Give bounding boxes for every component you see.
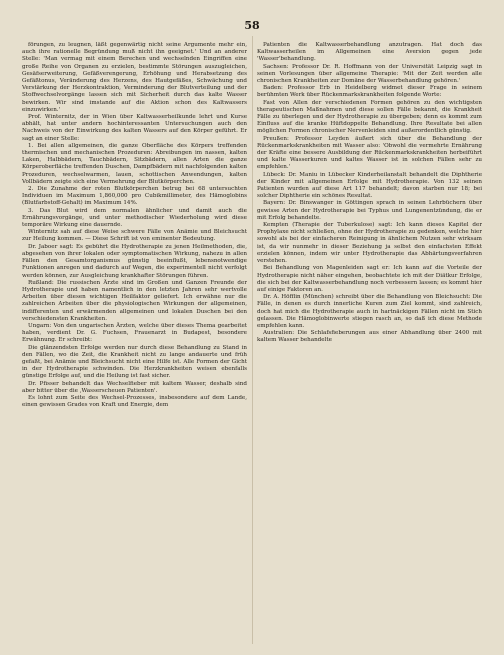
paragraph: Dr. Pfisser behandelt das Wechselfieber mit kaltem Wasser, deshalb sind aber bitter über die ‚Wasserscheuen Patienten'. <box>22 380 247 394</box>
paragraph: Lübeck: Dr. Maniu in Lübecker Kinderheilanstalt behandelt die Diphtherie der Kinder mit allgemeinen Erfolge mit Hydrotherapie. Von 132 seinen Patienten wurden auf diese Art 117 behandelt; davon starben nur 18; bei solcher Diphtherie ein schönes Resultat. <box>257 171 482 200</box>
right-column <box>257 42 482 409</box>
paragraph: Bayern: Dr. Binswanger in Göttingen sprach in seinen Lehrbüchern über gewisse Arten der Hydrotherapie bei Typhus und Lungenentzündung, die er mit Erfolg behandelte. <box>257 200 482 221</box>
paragraph: Sachsen: Professor Dr. R. Hoffmann von der Universität Leipzig sagt in seinen Vorlesungen über allgemeine Therapie: 'Mit der Zeit werden alle chronischen Krankheiten zur Domäne der Wasserbehandlung gehören.' <box>257 63 482 85</box>
paragraph: Fast von Allen der verschiedenen Formen gehören zu den wichtigsten therapeutischen Maßnahmen und diese sollen Fälle bekannt, die Krankheit Fälle zu überlegen und der Hydrotherapie zu übergeben; denn es kommt zum Einfluss auf die kranke Hüftdoppelte Behandlung. Ihre Resultate bei allen möglichen Formen chronischer Nervenleiden sind außerordentlich günstig. <box>257 99 482 135</box>
paragraph: Baden: Professor Erb in Heidelberg widmet dieser Frage in seinem berühmten Werk über Rückenmarkskrankheiten folgende Worte: <box>257 85 482 99</box>
paragraph: 2. Die Zunahme der roten Blutkörperchen betrug bei 68 untersuchten Individuen im Maximum 1,860,000 pro Cubikmillimeter, des Hämoglobins (Blutfarbstoff-Gehalt) im Maximum 14%. <box>22 186 247 207</box>
paragraph: 3. Das Blut wird dem normalen ähnlicher und damit auch die Ernährungsvorgänge, und unter methodischer Wiederholung wird diese temporäre Wirkung eine dauernde. <box>22 207 247 229</box>
paragraph: Winternitz sah auf diese Weise schwere Fälle von Anämie und Bleichsucht zur Heilung kommen. — Diese Schrift ist von eminenter Bedeutung. <box>22 229 247 243</box>
paragraph: Dr. A. Höfflin (München) schreibt über die Behandlung von Bleichsucht: Die Fälle, in denen es durch innerliche Kuren zum Ziel kommt, sind zahlreich, doch hat mich die Hydrotherapie auch in hartnäckigen Fällen nicht im Stich gelassen. Die Hämoglobinwerte stiegen rasch an, so daß ich diese Methode empfehlen kann. <box>257 294 482 329</box>
paragraph: Dr. Jaboer sagt: Es gebührt die Hydrotherapie zu jenen Heilmethoden, die, abgesehen von ihrer lokalen oder symptomatischen Wirkung, nahezu in allen Fällen den Gesamtorganismus günstig beeinflußt, lebensnotwendige Funktionen anregen und dadurch auf Wegen, die experimentell nicht verfolgt werden können, zur Ausgleichung krankhafter Störungen führen. <box>22 243 247 279</box>
paragraph: Es lohnt zum Seite des Wechsel-Prozesses, insbesondere auf dem Lande, einen gewissen Grades von Kraft und Energie, dem <box>22 394 247 409</box>
page-number: 58 <box>244 19 260 32</box>
paragraph: förungen, zu leugnen, läßt gegenwärtig nicht seine Argumente mehr ein, auch ihre rationelle Begründung muß nicht ihn geeignet.' Und an anderer Stelle: 'Man vermag mit einem Berechen und wechselnden Eingriffen eine große Reihe von Organen zu erzielen, bestimmte Störungen auszugleichen, Gesäfserweiterung, Gefäßverengerung, Erhöhung und Herabsetzung des Gefäßtonus, Veränderung des Herzens, des Hautgefäßes, Schwächung und Verstärkung der Herzkontraktion, Verminderung der Blutverteilung und der Stoffwechselvorgänge lassen sich mit Sicherheit durch das kalte Wasser bewirken. Wir sind imstande auf die Aktion schon des Kaltwassers einzuwirken.' <box>22 42 247 113</box>
paragraph: Patienten die Kaltwasserbehandlung anzutragen. Hat doch das Kaltwasserheilen im Allgemeinen eine Aversion gegen jede 'Wasser'behandlung. <box>257 42 482 63</box>
paragraph: Preußen: Professor Leyden äußert sich über die Behandlung der Rückenmarkskrankheiten mit Wasser also: 'Obwohl die vermehrte Ernährung der Kräfte eine bessere Ausbildung der Rückenmarkskrankheiten herbeiführt und kalte Wasserkuren und kaltes Wasser ist in solchen Fällen sehr zu empfehlen.' <box>257 135 482 171</box>
paragraph: Die glänzendsten Erfolge werden nur durch diese Behandlung zu Stand in den Fällen, wo die Zeit, die Krankheit nicht zu lange andauerte und früh gefaßt, bei Anämie und Bleichsucht nicht eine Hilfe ist. Alle Formen der Gicht in der Hydrotherapie schwinden. Die Herzkrankheiten weisen ebenfalls günstige Erfolge auf, und die Heilung ist fast sicher. <box>22 344 247 380</box>
paragraph: Ungarn: Von den ungarischen Ärzten, welche über dieses Thema gearbeitet haben, verdient Dr. G. Fuchsen, Frauenarzt in Budapest, besondere Erwähnung. Er schreibt: <box>22 322 247 344</box>
left-column <box>22 42 247 409</box>
paragraph: Prof. Winternitz, der in Wien über Kaltwasserheilkunde lehrt und Kurse abhält, hat unter andern hochinteressanten Untersuchungen auch den Nachweis von der Einwirkung des kalten Wassers auf den Körper geführt. Er sagt an einer Stelle: <box>22 114 247 142</box>
paragraph: Australien: Die Schlafsfieberungen aus einer Abhandlung über 2400 mit kaltem Wasser behandelte <box>257 330 482 344</box>
paragraph: Bei Behandlung von Magenleiden sagt er: Ich kann auf die Vorteile der Hydrotherapie nicht näher eingehen, beobachtete ich mit der Diätkur Erfolge, die sich bei der Kaltwasserbehandlung noch verbessern lassen; es kommt hier auf einige Faktoren an. <box>257 265 482 293</box>
paragraph: Kempten (Therapie der Tuberkulose) sagt: Ich kann dieses Kapitel der Prophylaxe nicht schließen, ohne der Hydrotherapie zu gedenken, welche hier sowohl als bei der einfacheren Reinigung in ähnlichem Nutzen sehr wirksam ist, da wir nunmehr in dieser Beziehung ja selbst den einfachsten Effekt erzielen können, indem wir unter Hydrotherapie das Abhärtungsverfahren verstehen. <box>257 222 482 265</box>
paragraph: Rußland: Die russischen Ärzte sind im Großen und Ganzen Freunde der Hydrotherapie und haben namentlich in den letzten Jahren sehr wertvolle Arbeiten über diesen wichtigen Heilfaktor geliefert. Ich erwähne nur die zahlreichen Arbeiten über die physiologischen Wirkungen der allgemeinen, indifferenten und erwärmenden allgemeinen und lokalen Duschen bei den verschiedensten Krankheiten. <box>22 279 247 322</box>
paragraph: 1. Bei allen allgemeinen, die ganze Oberfläche des Körpers treffenden thermischen und mechanischen Prozeduren: Abreibungen im nassen, kalten Laken, Halbbädern, Tauchbädern, Sitzbädern, allen Arten die ganze Körperoberfläche treffenden Duschen, Dampfbädern mit nachfolgenden kalten Prozeduren, wechselwarmen, lauen, schottischen Anwendungen, kalten Vollbädern zeigte sich eine Vermehrung der Blutkörperchen. <box>22 142 247 185</box>
column-divider <box>252 36 253 644</box>
